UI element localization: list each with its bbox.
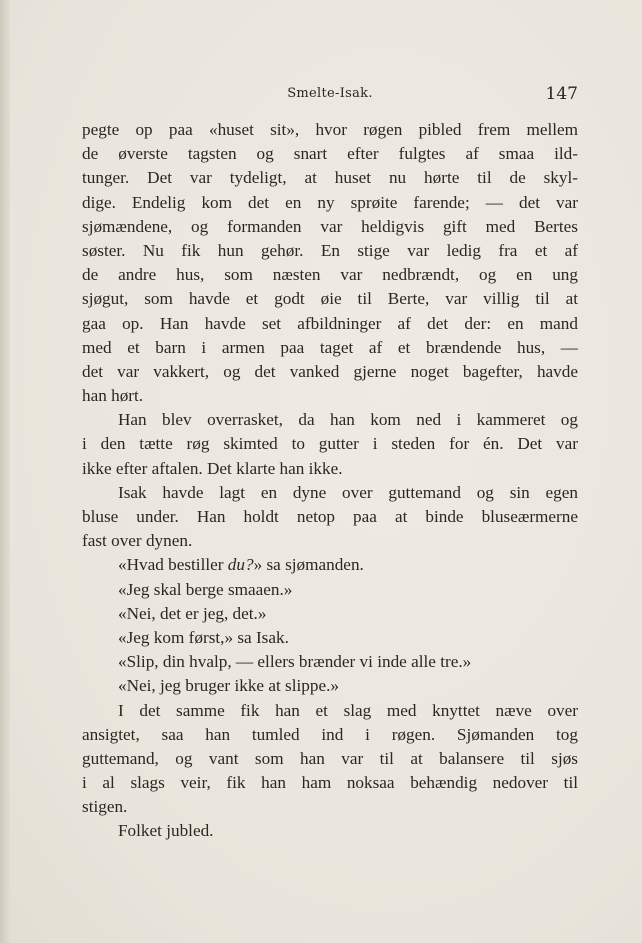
text-line: dige. Endelig kom det en ny sprøite farende; — det var — [82, 192, 578, 212]
page-gutter-edge — [0, 0, 10, 943]
body-text — [82, 118, 578, 844]
text-line: «Nei, det er jeg, det.» — [118, 603, 267, 623]
text-segment: » sa sjømanden. — [253, 555, 364, 575]
text-segment: «Hvad bestiller — [118, 555, 228, 575]
text-line: tunger. Det var tydeligt, at huset nu hørte til de skyl- — [82, 168, 578, 188]
text-line: Isak havde lagt en dyne over guttemand og sin egen — [118, 482, 578, 502]
text-line: han hørt. — [82, 386, 144, 406]
text-line: gaa op. Han havde set afbildninger af det der: en mand — [82, 313, 578, 333]
page-header — [82, 84, 578, 108]
text-line: fast over dynen. — [82, 531, 193, 551]
text-line: «Nei, jeg bruger ikke at slippe.» — [118, 676, 339, 696]
text-line: Han blev overrasket, da han kom ned i kammeret og — [118, 410, 578, 430]
text-line: bluse under. Han holdt netop paa at binde bluseærmerne — [82, 507, 578, 526]
running-head: Smelte-Isak. — [287, 86, 373, 101]
text-line: Folket jubled. — [118, 821, 214, 841]
text-line: stigen. — [82, 797, 128, 817]
text-line: ansigtet, saa han tumled ind i røgen. Sjømanden tog — [82, 724, 578, 744]
text-line: ikke efter aftalen. Det klarte han ikke. — [82, 458, 343, 478]
text-line: «Jeg kom først,» sa Isak. — [118, 627, 289, 647]
page-number: 147 — [545, 84, 578, 104]
text-line: søster. Nu fik hun gehør. En stige var ledig fra et af — [82, 240, 578, 260]
text-line: i den tætte røg skimted to gutter i steden for én. Det var — [82, 434, 578, 454]
text-line: «Jeg skal berge smaaen.» — [118, 579, 293, 599]
text-line — [82, 553, 578, 577]
emphasized-word: du? — [227, 555, 254, 575]
text-line: guttemand, og vant som han var til at balansere til sjøs — [82, 748, 578, 768]
text-line: I det samme fik han et slag med knyttet næve over — [118, 700, 578, 720]
text-line: de andre hus, som næsten var nedbrændt, og en ung — [82, 265, 578, 285]
text-line: «Slip, din hvalp, — ellers brænder vi inde alle tre.» — [118, 652, 472, 672]
text-line: med et barn i armen paa taget af et brændende hus, — — [82, 337, 578, 357]
text-line: pegte op paa «huset sit», hvor røgen pibled frem mellem — [82, 120, 578, 139]
text-line: det var vakkert, og det vanked gjerne noget bagefter, havde — [82, 361, 578, 381]
text-line: de øverste tagsten og snart efter fulgtes af smaa ild- — [82, 144, 578, 164]
text-line: sjøgut, som havde et godt øie til Berte, var villig til at — [82, 289, 578, 309]
text-line: sjømændene, og formanden var heldigvis gift med Bertes — [82, 216, 578, 236]
text-line: i al slags veir, fik han ham noksaa behændig nedover til — [82, 773, 578, 793]
